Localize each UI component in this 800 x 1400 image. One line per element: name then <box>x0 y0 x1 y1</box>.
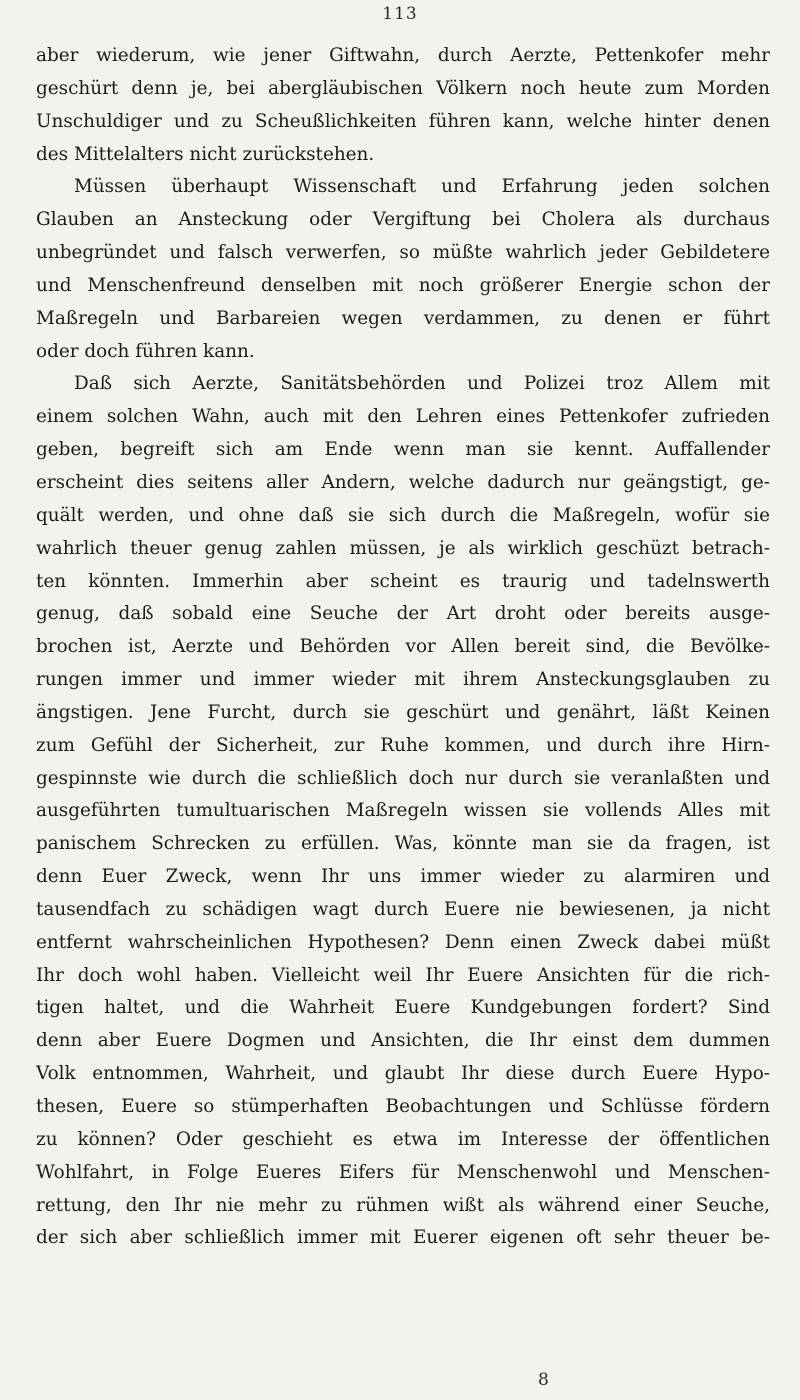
text-line: ängstigen. Jene Furcht, durch sie geschürt und genährt, läßt Keinen <box>36 701 770 723</box>
text-line: geben, begreift sich am Ende wenn man sie kennt. Auffallender <box>36 439 770 461</box>
text-line: Maßregeln und Barbareien wegen verdammen, zu denen er führt <box>36 307 770 329</box>
text-line: oder doch führen kann. <box>36 340 255 362</box>
text-line: rettung, den Ihr nie mehr zu rühmen wißt als während einer Seuche, <box>36 1194 770 1216</box>
text-line: wahrlich theuer genug zahlen müssen, je als wirklich geschüzt betrach- <box>36 537 770 559</box>
signature-mark: 8 <box>538 1370 549 1390</box>
text-line: und Menschenfreund denselben mit noch größerer Energie schon der <box>36 274 770 296</box>
text-line: ten könnten. Immerhin aber scheint es traurig und tadelnswerth <box>36 570 770 592</box>
text-line: tausendfach zu schädigen wagt durch Euere nie bewiesenen, ja nicht <box>36 898 770 920</box>
paragraph-start-line: Müssen überhaupt Wissenschaft und Erfahrung jeden solchen <box>74 176 770 198</box>
text-line: ausgeführten tumultuarischen Maßregeln wissen sie vollends Alles mit <box>36 800 770 822</box>
text-line: Wohlfahrt, in Folge Eueres Eifers für Menschenwohl und Menschen- <box>36 1161 770 1183</box>
text-line: Unschuldiger und zu Scheußlichkeiten führen kann, welche hinter denen <box>36 110 770 132</box>
text-line: rungen immer und immer wieder mit ihrem Ansteckungsglauben zu <box>36 669 770 691</box>
text-line: quält werden, und ohne daß sie sich durch die Maßregeln, wofür sie <box>36 504 770 526</box>
text-line: tigen haltet, und die Wahrheit Euere Kundgebungen fordert? Sind <box>36 997 770 1019</box>
text-line: zu können? Oder geschieht es etwa im Interesse der öffentlichen <box>36 1128 770 1150</box>
text-line: Glauben an Ansteckung oder Vergiftung bei Cholera als durchaus <box>36 209 770 231</box>
text-line: Ihr doch wohl haben. Vielleicht weil Ihr Euere Ansichten für die rich- <box>36 964 770 986</box>
text-line: der sich aber schließlich immer mit Euerer eigenen oft sehr theuer be- <box>36 1227 770 1249</box>
text-line: Volk entnommen, Wahrheit, und glaubt Ihr diese durch Euere Hypo- <box>36 1063 770 1085</box>
text-line: zum Gefühl der Sicherheit, zur Ruhe kommen, und durch ihre Hirn- <box>36 734 770 756</box>
text-line: aber wiederum, wie jener Giftwahn, durch Aerzte, Pettenkofer mehr <box>36 45 770 66</box>
text-line: denn Euer Zweck, wenn Ihr uns immer wieder zu alarmiren und <box>36 866 770 888</box>
text-line: entfernt wahrscheinlichen Hypothesen? Denn einen Zweck dabei müßt <box>36 931 770 953</box>
text-line: panischem Schrecken zu erfüllen. Was, könnte man sie da fragen, ist <box>36 833 770 855</box>
text-line: geschürt denn je, bei abergläubischen Völkern noch heute zum Morden <box>36 77 770 99</box>
text-line: thesen, Euere so stümperhaften Beobachtungen und Schlüsse fördern <box>36 1096 770 1117</box>
body-text <box>36 40 770 1255</box>
page-number: 113 <box>382 4 418 24</box>
text-line: erscheint dies seitens aller Andern, welche dadurch nur geängstigt, ge- <box>36 471 770 493</box>
text-line: brochen ist, Aerzte und Behörden vor Allen bereit sind, die Bevölke- <box>36 636 770 658</box>
text-line: des Mittelalters nicht zurückstehen. <box>36 143 375 165</box>
paragraph-start-line: Daß sich Aerzte, Sanitätsbehörden und Polizei troz Allem mit <box>74 373 770 395</box>
text-line: genug, daß sobald eine Seuche der Art droht oder bereits ausge- <box>36 603 770 625</box>
text-line: denn aber Euere Dogmen und Ansichten, die Ihr einst dem dummen <box>36 1030 770 1052</box>
text-line: unbegründet und falsch verwerfen, so müßte wahrlich jeder Gebildetere <box>36 242 770 264</box>
text-line: gespinnste wie durch die schließlich doch nur durch sie veranlaßten und <box>36 767 770 789</box>
text-line: einem solchen Wahn, auch mit den Lehren eines Pettenkofer zufrieden <box>36 406 770 428</box>
